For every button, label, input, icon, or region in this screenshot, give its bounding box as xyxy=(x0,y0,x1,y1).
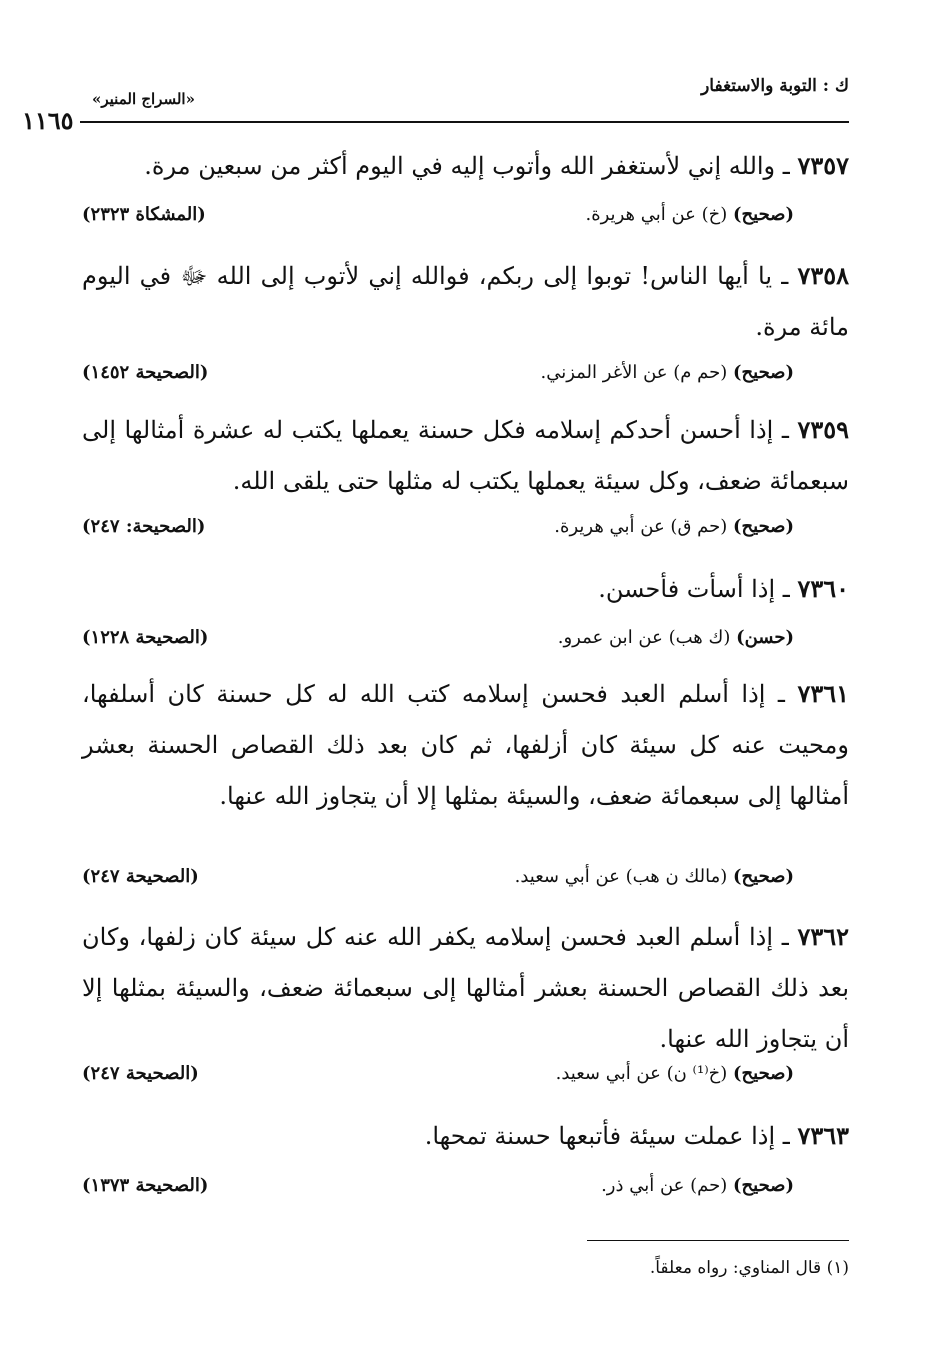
hadith-number: ٧٣٦١ xyxy=(797,679,849,708)
grade-line-7361 xyxy=(82,866,794,896)
hadith-number: ٧٣٥٨ xyxy=(797,261,849,290)
hadith-text: ـ إذا أسلم العبد فحسن إسلامه يكفر الله عنه كل سيئة كان زلفها، وكان بعد ذلك القصاص الحسنة بعشر أمثالها إلى سبعمائة ضعف، والسيئة بمثلها إلا أن يتجاوز الله عنها. xyxy=(82,923,849,1053)
hadith-7362 xyxy=(82,911,849,1065)
header-rule xyxy=(80,121,849,123)
hadith-number: ٧٣٦٠ xyxy=(797,574,849,603)
narration: (مالك ن هب) عن أبي سعيد. xyxy=(514,866,733,887)
hadith-text: ـ يا أيها الناس! توبوا إلى ربكم، فوالله إني لأتوب إلى الله ﷻ في اليوم مائة مرة. xyxy=(82,262,849,341)
footnote xyxy=(650,1258,849,1278)
narration: (خ⁽¹⁾ ن) عن أبي سعيد. xyxy=(555,1063,733,1084)
hadith-number: ٧٣٦٣ xyxy=(797,1121,849,1150)
source-ref: (الصحيحة ٢٤٧) xyxy=(82,1063,199,1084)
grade: (حسن) xyxy=(736,627,794,648)
grade-line-7363 xyxy=(82,1175,794,1205)
source-ref: (الصحيحة ١٤٥٢) xyxy=(82,362,209,383)
narration: (حم م) عن الأغر المزني. xyxy=(540,362,733,383)
hadith-text: ـ إذا أسلم العبد فحسن إسلامه كتب الله له كل حسنة كان أسلفها، ومحيت عنه كل سيئة كان أزلفها، ثم كان بعد ذلك القصاص الحسنة بعشر أمثالها إلى سبعمائة ضعف، والسيئة بمثلها إلا أن يتجاوز الله عنها. xyxy=(82,680,849,810)
hadith-7361 xyxy=(82,668,849,822)
source-ref: (الصحيحة ٢٤٧) xyxy=(82,866,199,887)
hadith-7360 xyxy=(82,563,849,615)
footnote-marker: (١) xyxy=(826,1258,849,1278)
hadith-number: ٧٣٥٧ xyxy=(797,151,849,180)
hadith-7358 xyxy=(82,250,849,353)
hadith-7357 xyxy=(82,140,849,192)
grade-line-7360 xyxy=(82,627,794,657)
source-ref: (الصحيحة ١٢٢٨) xyxy=(82,627,209,648)
grade-line-7358 xyxy=(82,362,794,392)
chapter-header: ك : التوبة والاستغفار xyxy=(701,76,849,96)
narration: (ك هب) عن ابن عمرو. xyxy=(557,627,737,648)
narration: (خ) عن أبي هريرة. xyxy=(585,204,733,225)
hadith-text: ـ والله إني لأستغفر الله وأتوب إليه في اليوم أكثر من سبعين مرة. xyxy=(144,152,798,180)
hadith-7359 xyxy=(82,404,849,507)
grade: (صحيح) xyxy=(733,204,794,225)
narration: (حم) عن أبي ذر. xyxy=(601,1175,733,1196)
hadith-number: ٧٣٦٢ xyxy=(797,922,849,951)
grade: (صحيح) xyxy=(733,516,794,537)
footnote-text: قال المناوي: رواه معلقاً. xyxy=(649,1258,827,1278)
book-title-header: «السراج المنير» xyxy=(92,90,195,108)
grade: (صحيح) xyxy=(733,866,794,887)
hadith-text: ـ إذا أسأت فأحسن. xyxy=(598,575,798,603)
source-ref: (الصحيحة: ٢٤٧) xyxy=(82,516,206,537)
grade-line-7357 xyxy=(82,204,794,234)
narration: (حم ق) عن أبي هريرة. xyxy=(554,516,733,537)
grade: (صحيح) xyxy=(733,1175,794,1196)
hadith-text: ـ إذا أحسن أحدكم إسلامه فكل حسنة يعملها يكتب له عشرة أمثالها إلى سبعمائة ضعف، وكل سيئة يعملها يكتب له مثلها حتى يلقى الله. xyxy=(82,416,849,495)
source-ref: (المشكاة ٢٣٢٣) xyxy=(82,204,206,225)
footnote-rule xyxy=(587,1240,849,1241)
grade-line-7359 xyxy=(82,516,794,546)
source-ref: (الصحيحة ١٣٧٣) xyxy=(82,1175,209,1196)
page-number: ١١٦٥ xyxy=(22,106,74,135)
grade: (صحيح) xyxy=(733,362,794,383)
hadith-text: ـ إذا عملت سيئة فأتبعها حسنة تمحها. xyxy=(424,1122,798,1150)
grade-line-7362 xyxy=(82,1063,794,1093)
hadith-7363 xyxy=(82,1110,849,1162)
hadith-number: ٧٣٥٩ xyxy=(797,415,849,444)
grade: (صحيح) xyxy=(733,1063,794,1084)
